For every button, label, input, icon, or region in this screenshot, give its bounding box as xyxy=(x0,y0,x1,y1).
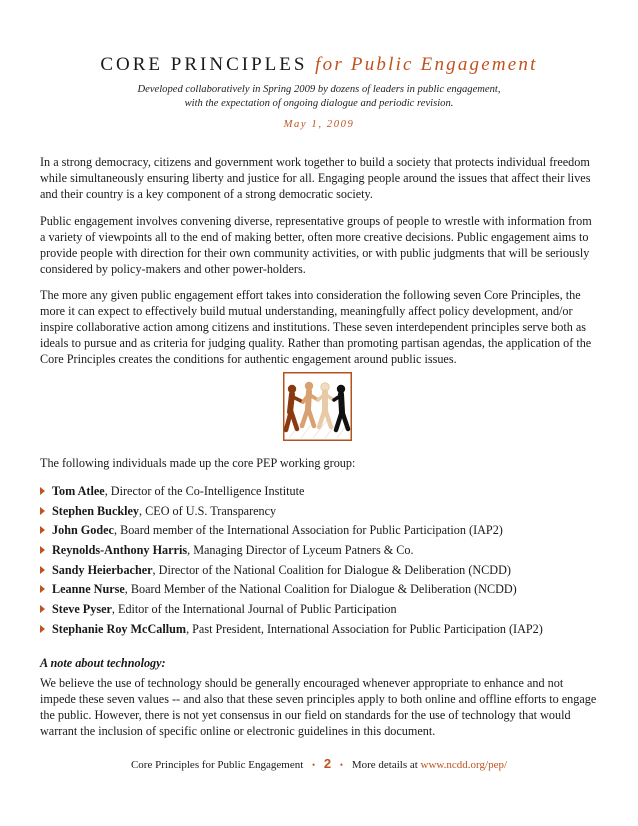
member-role: , Past President, International Association for Public Participation (IAP2) xyxy=(186,621,543,636)
triangle-bullet-icon xyxy=(40,585,45,593)
page-footer xyxy=(0,756,638,771)
member-name: Steve Pyser xyxy=(52,602,112,617)
subtitle xyxy=(0,83,638,110)
technology-note-heading: A note about technology: xyxy=(40,656,166,670)
list-item xyxy=(40,621,600,641)
member-name: Sandy Heierbacher xyxy=(52,562,153,577)
member-role: , Editor of the International Journal of Public Participation xyxy=(111,602,397,617)
intro-paragraph-2: Public engagement involves convening diverse, representative groups of people to wrestle with information from a variety of viewpoints all to the end of making better, often more creative decisions. Public engagement aims to provide people with direction for their own community activities, or with public judgments that will be seriously considered by policy-makers and other power-holders. xyxy=(40,214,592,277)
intro-paragraph-1: In a strong democracy, citizens and government work together to build a society that protects individual freedom while simultaneously ensuring liberty and justice for all. Engaging people around the issues that affect their lives and their country is a key component of a strong democratic society. xyxy=(40,155,591,202)
member-name: Leanne Nurse xyxy=(52,582,125,597)
subtitle-line-2: with the expectation of ongoing dialogue and periodic revision. xyxy=(184,97,454,109)
document-date: May 1, 2009 xyxy=(283,119,355,130)
member-role: , Director of the National Coalition for Dialogue & Deliberation (NCDD) xyxy=(152,562,511,577)
list-item xyxy=(40,581,600,601)
member-name: Stephanie Roy McCallum xyxy=(52,621,187,636)
member-role: , CEO of U.S. Transparency xyxy=(139,503,277,518)
member-name: Stephen Buckley xyxy=(52,503,140,518)
footer-bullet-icon: • xyxy=(339,760,344,770)
list-item xyxy=(40,601,600,621)
member-role: , Managing Director of Lyceum Patners & Co. xyxy=(187,543,414,558)
title-main: CORE PRINCIPLES xyxy=(100,54,308,75)
triangle-bullet-icon xyxy=(40,526,45,534)
page-number: 2 xyxy=(323,756,332,771)
working-group-intro: The following individuals made up the core PEP working group: xyxy=(40,456,356,470)
footer-url-link[interactable]: www.ncdd.org/pep/ xyxy=(420,759,508,771)
triangle-bullet-icon xyxy=(40,566,45,574)
triangle-bullet-icon xyxy=(40,625,45,633)
footer-bullet-icon: • xyxy=(312,760,316,770)
member-role: , Board member of the International Association for Public Participation (IAP2) xyxy=(113,523,503,538)
people-holding-hands-icon xyxy=(283,372,352,441)
triangle-bullet-icon xyxy=(40,546,45,554)
member-role: , Director of the Co-Intelligence Institute xyxy=(104,484,305,498)
intro-paragraph-3: The more any given public engagement effort takes into consideration the following seven Core Principles, the more it can expect to effectively build mutual understanding, meaningfully affect policy development, and/or inspire collaborative action among citizens and institutions. These seven interdependent principles serve both as ideals to pursue and as criteria for judging quality. Rather than promoting partisan agendas, the application of the Core Principles creates the conditions for authentic engagement around public issues. xyxy=(40,288,592,367)
working-group-list xyxy=(40,483,600,641)
member-role: , Board Member of the National Coalition for Dialogue & Deliberation (NCDD) xyxy=(124,582,517,597)
member-name: Tom Atlee xyxy=(52,484,105,498)
page-title xyxy=(0,54,638,76)
triangle-bullet-icon xyxy=(40,507,45,515)
list-item xyxy=(40,503,600,523)
title-accent: for Public Engagement xyxy=(315,54,538,75)
list-item xyxy=(40,562,600,582)
footer-doc-title: Core Principles for Public Engagement xyxy=(130,759,304,771)
technology-note-text: We believe the use of technology should be generally encouraged whenever appropriate to enhance and not impede these seven values -- and also that these seven principles apply to both online and offline efforts to engage the public. However, there is not yet consensus in our field on standards for the use of technology that would warrant the inclusion of specific online or electronic guidelines in this document. xyxy=(40,676,597,739)
member-name: John Godec xyxy=(52,523,114,538)
subtitle-line-1: Developed collaboratively in Spring 2009 by dozens of leaders in public engagement, xyxy=(137,84,501,95)
member-name: Reynolds-Anthony Harris xyxy=(52,543,188,558)
list-item xyxy=(40,542,600,562)
footer-details-label: More details at xyxy=(351,759,418,771)
triangle-bullet-icon xyxy=(40,487,45,495)
list-item xyxy=(40,483,600,503)
list-item xyxy=(40,522,600,542)
triangle-bullet-icon xyxy=(40,605,45,613)
